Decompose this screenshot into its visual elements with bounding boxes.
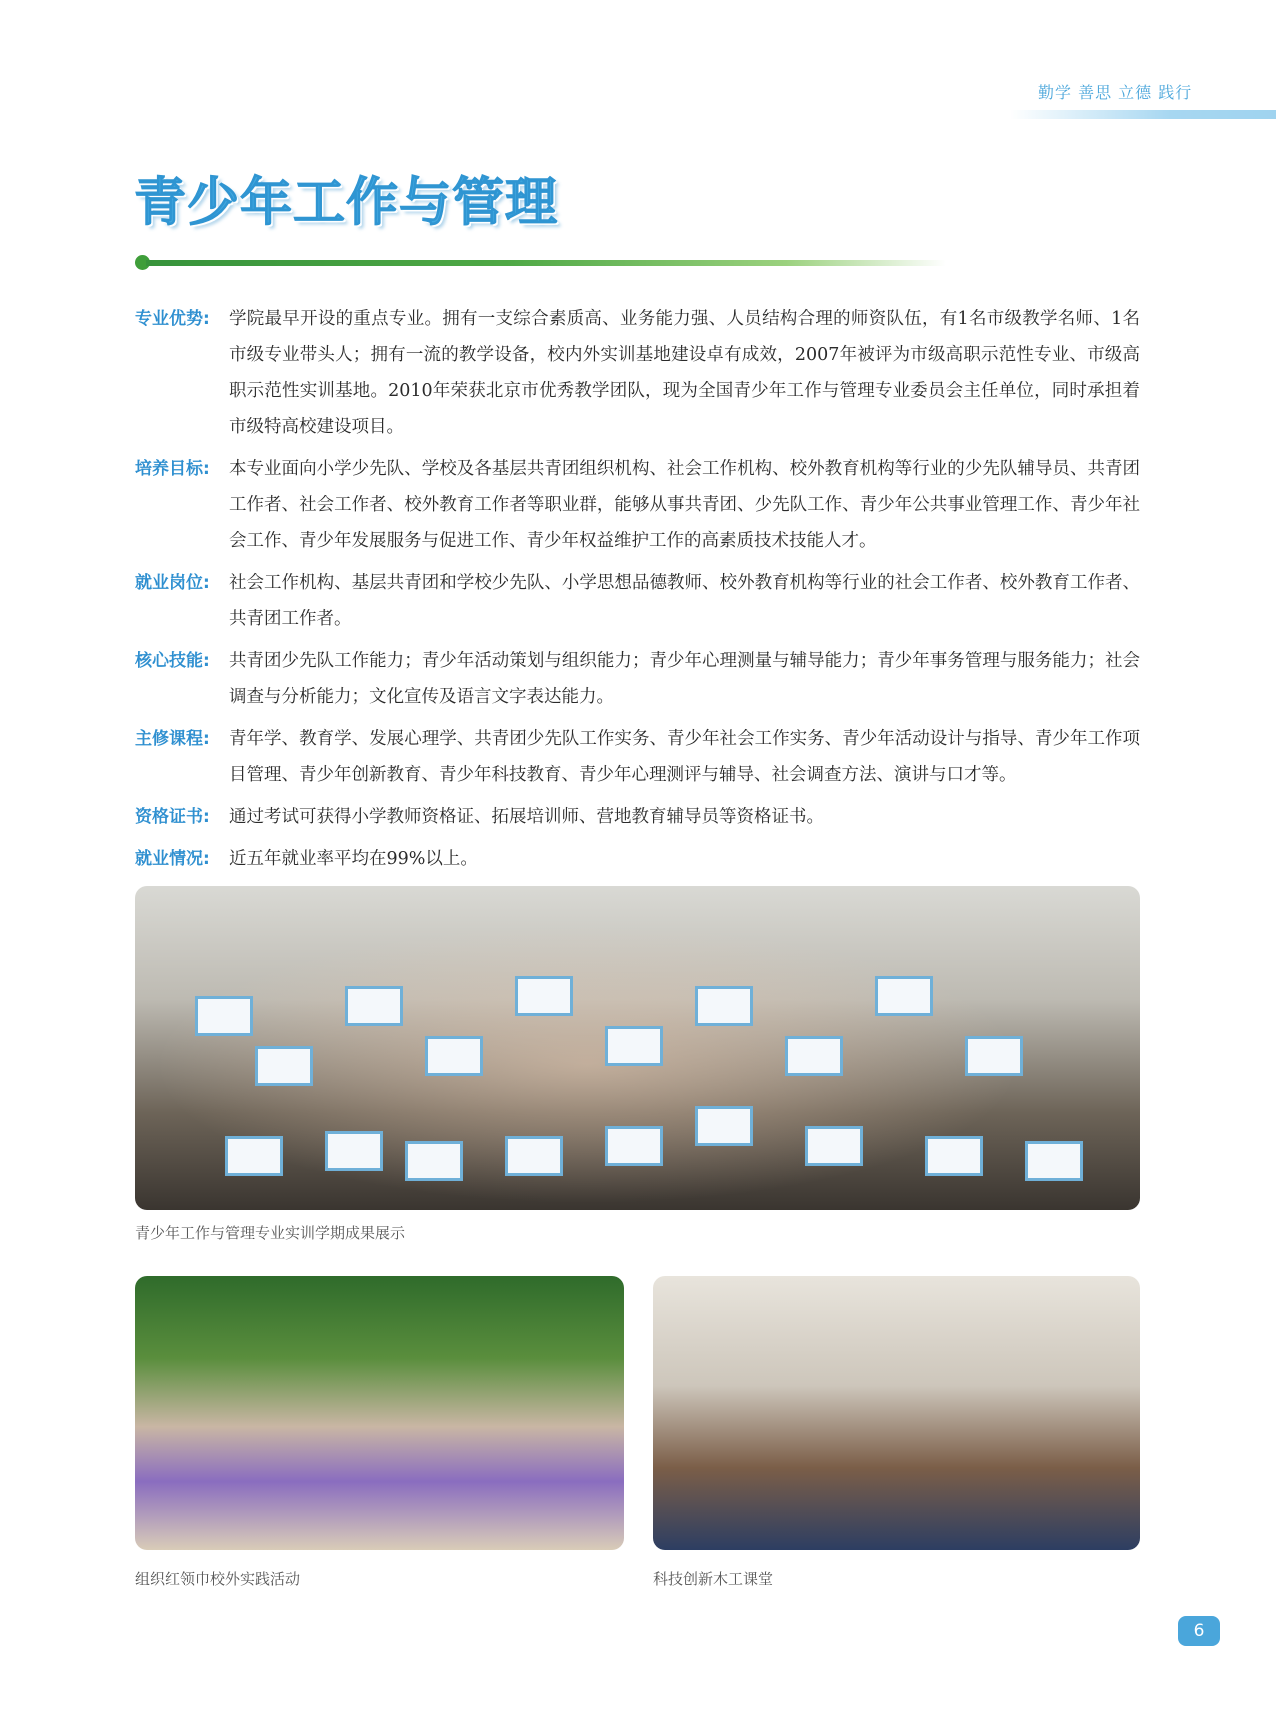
field-text: 青年学、教育学、发展心理学、共青团少先队工作实务、青少年社会工作实务、青少年活动设计与指导、青少年工作项目管理、青少年创新教育、青少年科技教育、青少年心理测评与辅导、社会调查方法、演讲与口才等。 [229,729,1140,785]
certificate-shape [925,1136,983,1176]
field-text: 近五年就业率平均在99%以上。 [229,849,478,869]
field-objectives [135,451,1140,559]
certificate-shape [255,1046,313,1086]
field-text: 通过考试可获得小学教师资格证、拓展培训师、营地教育辅导员等资格证书。 [229,807,824,827]
field-label: 培养目标: [135,459,210,479]
group-certificate-photo [135,886,1140,1210]
program-details [135,301,1140,883]
field-label: 核心技能: [135,651,210,671]
field-certificates [135,799,1140,835]
certificate-shape [1025,1141,1083,1181]
certificate-shape [605,1026,663,1066]
field-core-skills [135,643,1140,715]
certificate-shape [425,1036,483,1076]
certificate-shape [805,1126,863,1166]
page-title: 青少年工作与管理 [134,173,559,233]
photo-caption-left: 组织红领巾校外实践活动 [135,1570,301,1588]
field-label: 就业岗位: [135,573,210,593]
certificate-shape [505,1136,563,1176]
certificate-shape [195,996,253,1036]
certificate-shape [875,976,933,1016]
certificate-shape [785,1036,843,1076]
title-rule [146,260,946,266]
page-number: 6 [1178,1616,1220,1646]
certificate-shape [325,1131,383,1171]
header-accent-bar [1010,110,1276,119]
field-text: 社会工作机构、基层共青团和学校少先队、小学思想品德教师、校外教育机构等行业的社会工作者、校外教育工作者、共青团工作者。 [229,573,1140,629]
certificate-shape [965,1036,1023,1076]
field-advantages [135,301,1140,445]
photo-caption-main: 青少年工作与管理专业实训学期成果展示 [135,1224,406,1242]
red-scarf-activity-photo [135,1276,624,1550]
header-motto: 勤学 善思 立德 践行 [1038,83,1193,102]
certificate-shape [225,1136,283,1176]
field-text: 学院最早开设的重点专业。拥有一支综合素质高、业务能力强、人员结构合理的师资队伍，有1名市级教学名师、1名市级专业带头人；拥有一流的教学设备，校内外实训基地建设卓有成效，2007年被评为市级高职示范性专业、市级高职示范性实训基地。2010年荣获北京市优秀教学团队，现为全国青少年工作与管理专业委员会主任单位，同时承担着市级特高校建设项目。 [229,309,1140,437]
field-courses [135,721,1140,793]
field-label: 资格证书: [135,807,210,827]
certificate-shape [695,986,753,1026]
field-label: 就业情况: [135,849,210,869]
field-label: 专业优势: [135,309,210,329]
certificate-shape [605,1126,663,1166]
woodwork-class-photo [653,1276,1140,1550]
photo-caption-right: 科技创新木工课堂 [653,1570,774,1588]
certificate-shape [515,976,573,1016]
field-label: 主修课程: [135,729,210,749]
field-positions [135,565,1140,637]
certificate-shape [345,986,403,1026]
field-text: 共青团少先队工作能力；青少年活动策划与组织能力；青少年心理测量与辅导能力；青少年事务管理与服务能力；社会调查与分析能力；文化宣传及语言文字表达能力。 [229,651,1140,707]
certificate-shape [695,1106,753,1146]
certificate-shape [405,1141,463,1181]
field-text: 本专业面向小学少先队、学校及各基层共青团组织机构、社会工作机构、校外教育机构等行业的少先队辅导员、共青团工作者、社会工作者、校外教育工作者等职业群，能够从事共青团、少先队工作、青少年公共事业管理工作、青少年社会工作、青少年发展服务与促进工作、青少年权益维护工作的高素质技术技能人才。 [229,459,1140,551]
field-employment [135,841,1140,877]
